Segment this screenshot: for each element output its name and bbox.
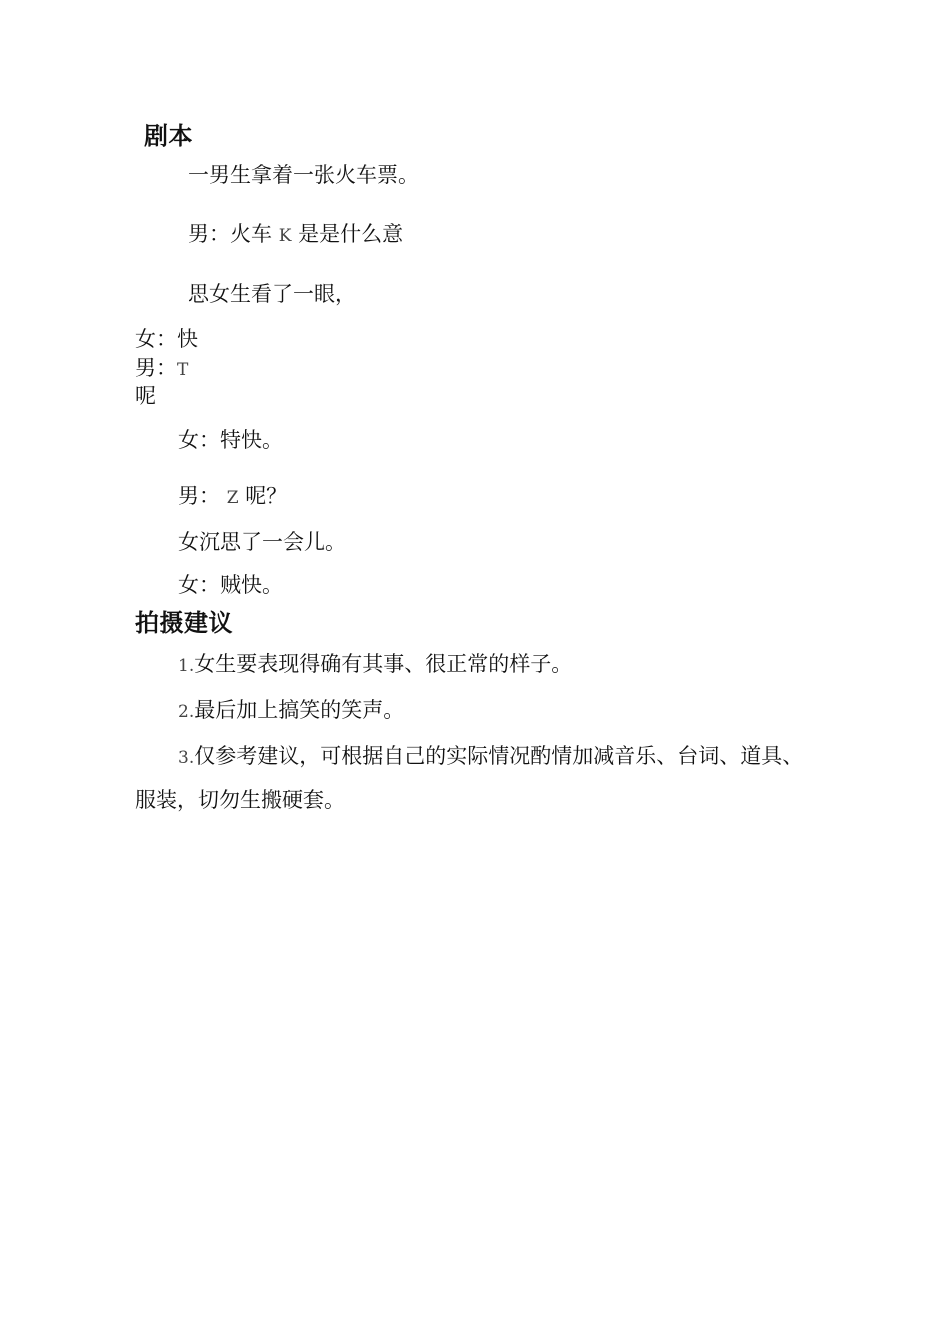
script-line-8-z: Z [226, 488, 239, 508]
suggestion-item-1-number: 1. [178, 656, 195, 676]
suggestion-item-3-number: 3. [178, 748, 195, 768]
script-line-8-suffix: 呢？ [245, 484, 288, 508]
script-line-8 [178, 482, 287, 512]
script-line-2-suffix: 是是什么意 [298, 222, 404, 246]
script-line-2-k: K [278, 226, 292, 246]
suggestion-item-2 [178, 696, 404, 726]
suggestions-heading: 拍摄建议 [135, 609, 233, 637]
script-line-7: 女：特快。 [178, 428, 283, 452]
script-line-3: 思女生看了一眼， [188, 282, 356, 306]
script-line-10: 女：贼快。 [178, 573, 283, 597]
script-line-5 [135, 354, 188, 384]
script-line-9: 女沉思了一会儿。 [178, 530, 346, 554]
script-line-5-prefix: 男： [135, 356, 177, 380]
script-heading: 剧本 [144, 122, 193, 150]
script-line-1: 一男生拿着一张火车票。 [188, 163, 419, 187]
script-line-8-prefix: 男： [178, 484, 220, 508]
script-line-2 [188, 220, 403, 250]
suggestion-item-2-text: 最后加上搞笑的笑声。 [194, 698, 405, 722]
script-line-6: 呢 [135, 384, 156, 408]
suggestion-item-2-number: 2. [178, 702, 195, 722]
script-line-2-prefix: 男：火车 [188, 222, 272, 246]
suggestion-item-3-continuation: 服装，切勿生搬硬套。 [135, 788, 345, 812]
suggestion-item-3 [178, 742, 803, 772]
script-line-5-t: T [177, 360, 189, 380]
suggestion-item-1-text: 女生要表现得确有其事、很正常的样子。 [194, 652, 573, 676]
suggestion-item-3-text: 仅参考建议，可根据自己的实际情况酌情加减音乐、台词、道具、 [194, 744, 804, 768]
suggestion-item-1 [178, 650, 572, 680]
script-line-4: 女：快 [135, 327, 198, 351]
